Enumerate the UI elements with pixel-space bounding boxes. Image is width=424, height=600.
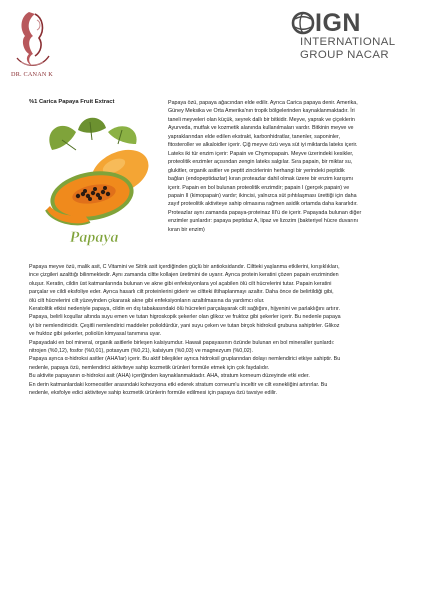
text-line: fitosteroller ve alkaloidler içerir. Çiğ meyve özü veya süt iyi miktarda lateks içerir. <box>168 142 358 149</box>
text-line: Papaya ayrıca α-hidroksi asitler (AHA'lar) içerir. Bu aktif bileşikler ayrıca hidroksil gruplarından dolayı nemlendirici etkiye sahiptir. Bu <box>29 356 341 363</box>
text-line: Keratolitik etkisi nedeniyle papaya, cildin en dış tabakasındaki ölü hücreleri parçalayarak cilt sağlığını, hijyenini ve parlaklığını artırır. <box>29 306 340 313</box>
text-line: Ayurveda, mutfak ve kozmetik alanında kullanılmaları vardır. Bitkinin meyve ve <box>168 125 354 132</box>
dr-canan-logo <box>7 8 57 84</box>
text-line: nitrojen (%0,12), fosfor (%0,01), potasyum (%0,21), kalsiyum (%0,03) ve magnezyum (%0,02). <box>29 348 253 355</box>
text-line: Bu aktivite papayanın α-hidroksi asit (AHA) içeriğinden kaynaklanmaktadır. AHA, stratum korneum düzeyinde etki eder. <box>29 373 310 380</box>
text-line: Lateks iki tür enzim içerir: Papain ve Chymopapain. Meyve üzerindeki kesikler, <box>168 150 354 157</box>
globe-icon <box>290 10 316 36</box>
text-line: ölü cilt hücrelerini cilt yüzeyinden çıkararak akne gibi enfeksiyonların azaltılmasına da yardımcı olur. <box>29 297 265 304</box>
papaya-label: Papaya <box>69 229 119 246</box>
text-line: papain II (kimopapain) vardır; ikincisi, yalnızca süt pıhtılaşması ürettiği için daha <box>168 192 357 199</box>
papaya-illustration <box>32 110 162 250</box>
text-line: kıran bir enzim) <box>168 226 205 233</box>
text-line: Papaya meyve özü, malik asit, C Vitamini ve Sitrik asit içerdiğinden güçlü bir antioksidandır. Ciltteki yaşlanma etkilerini, kırışıklıkları, <box>29 264 340 270</box>
text-line: proteolitik enzimler açısından zengin lateks salgılar. Sıra papain, bir miktar su, <box>168 159 353 166</box>
text-line: ve fruktoz gibi şekerler, poliolün kimyasal tanımına uyar. <box>29 331 162 338</box>
leaf-icon <box>49 126 76 150</box>
ign-subtitle-line2: GROUP NACAR <box>300 49 390 61</box>
text-line: taneli meyveleri olan küçük, seyrek dallı bir bitkidir. Meyve, yaprak ve çiçeklerin <box>168 116 355 123</box>
ign-logo <box>290 10 420 84</box>
leaf-icon <box>108 126 137 144</box>
text-line: yapraklarından elde edilen ekstrakt, karbonhidratlar, tanenler, saponinler, <box>168 133 340 140</box>
woman-silhouette-icon <box>7 8 57 70</box>
logo-left-text: DR. CANAN K <box>11 71 53 78</box>
text-line: bağları (endopeptidazlar) kıran proteazlar dahil olmak üzere bir enzim karışımı <box>168 176 354 183</box>
leaf-icon <box>78 118 106 133</box>
ign-subtitle-line1: INTERNATIONAL <box>300 36 396 48</box>
text-line: Proteazlar aynı zamanda papaya-proteinaz III'ü de içerir. Papayada bulunan diğer <box>168 209 362 216</box>
intro-paragraph <box>168 99 401 234</box>
text-line: glukitler, organik asitler ve peptit zincirlerinin herhangi bir yerindeki peptidik <box>168 167 345 174</box>
text-line: nedenle, papaya özü, nemlendirici aktiviteye sahip kozmetik ürünleri formüle etmek için çok faydalıdır. <box>29 364 270 371</box>
text-line: oluşur. Keratin, cildin üst katmanlarında bulunan ve akne gibi enfeksiyonlara yol açabilen ölü cilt hücrelerini tutar. Papain keratini <box>29 280 332 287</box>
text-line: zayıf proteolitik aktiviteye sahip olmasına rağmen asidik ortamda daha kararlıdır. <box>168 201 358 208</box>
text-line: nedenle, eksfolye edici aktiviteye sahip kozmetik ürünlerin formüle edilmesi için papaya özü tavsiye edilir. <box>29 390 278 397</box>
text-line: iyi bir nemlendiricidir. Çeşitli nemlendirici maddeler polioldürdür, yani suyu çeken ve tutan birçok hidroksil grubuna sahiptirler. Glikoz <box>29 322 340 329</box>
text-line: Papayadaki en bol mineral, organik asitlerle birleşen kalsiyumdur. Hawaii papayasının özünde bulunan en bol mineraller şunlardı: <box>29 339 335 346</box>
text-line: Papaya, belirli koşullar altında suyu emen ve tutan higroskopik şekerler olan glikoz ve fruktoz gibi şekerler içerir. Bu nedenle papaya <box>29 314 341 321</box>
ign-title: IGN <box>315 9 361 37</box>
document-title: %1 Carica Papaya Fruit Extract <box>29 99 115 105</box>
text-line: ince çizgileri azalttığı bilinmektedir. Aynı zamanda ciltte kollajen üretimini de uyarır. Ayrıca protein keratini çözen papain enziminden <box>29 272 339 279</box>
text-line: enzimler şunlardır: papaya peptidaz A, lipaz ve lizozim (bakteriyel hücre duvarını <box>168 218 359 225</box>
text-line: Papaya özü, papaya ağacından elde edilir. Ayrıca Carica papaya denir. Amerika, <box>168 100 358 106</box>
text-line: Güney Meksika ve Orta Amerika'nın tropik bölgelerinden kaynaklanmaktadır. İri <box>168 108 355 115</box>
body-text <box>29 263 399 398</box>
text-line: En derin katmanlardaki korneositler arasındaki kohezyona etki ederek stratum corneum'u inceltir ve cilt esnekliğini artırırlar. Bu <box>29 381 328 388</box>
text-line: parçalar ve cildi eksfoliye eder. Ayrıca hasarlı cilt proteinlerini giderir ve ciltteki iltihaplanmayı azaltır. Daha önce de belirtildiği gibi, <box>29 289 334 296</box>
text-line: içerir. Papain en bol bulunan proteolitik enzimdir; papain I (gerçek papain) ve <box>168 184 350 191</box>
